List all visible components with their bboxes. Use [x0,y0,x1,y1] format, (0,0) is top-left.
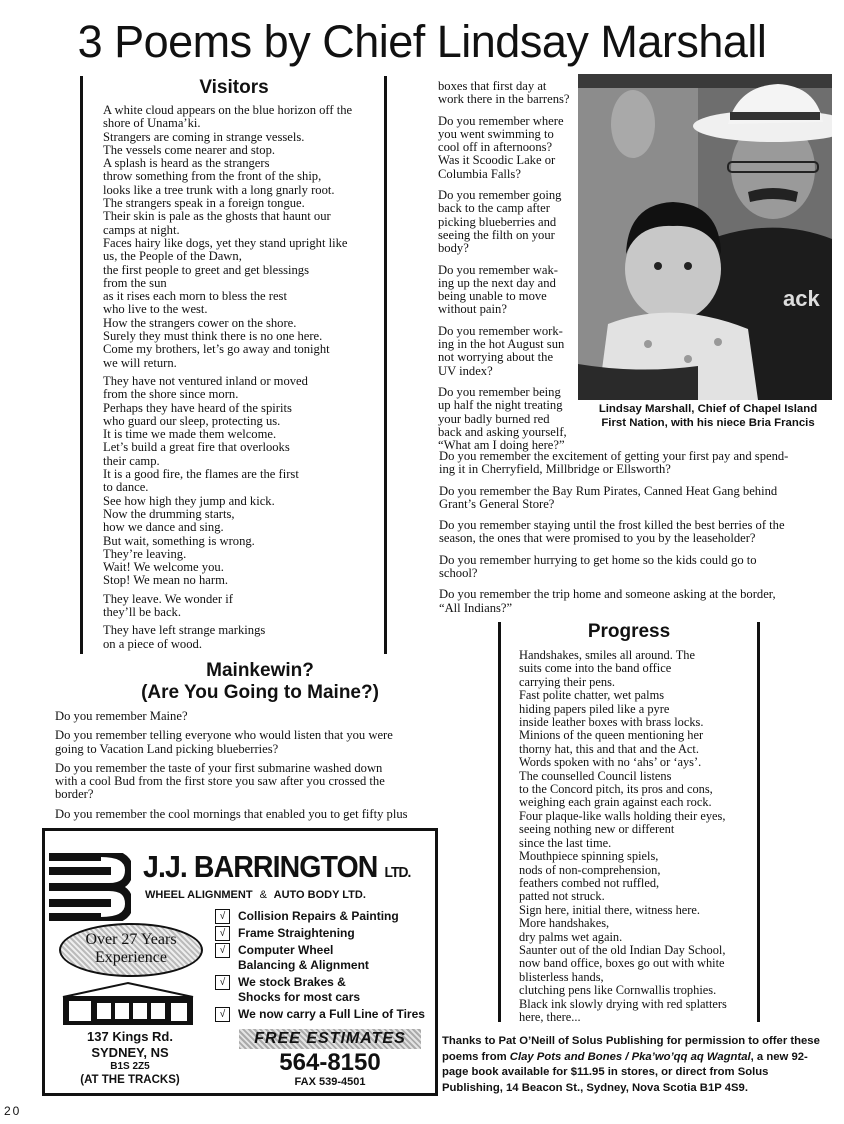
checkbox-icon: √ [215,926,230,941]
experience-badge [59,923,203,977]
mainkewin-wide-para-2: Do you remember the Bay Rum Pirates, Canned Heat Gang behind Grant’s General Store? [439,483,778,511]
phone-number: 564-8150 [279,1049,381,1076]
business-name-text: J.J. BARRINGTON [143,849,378,884]
barrington-ad [42,828,438,1096]
free-estimates-text: FREE ESTIMATES [254,1030,406,1047]
mainkewin-mid-para-6: Do you remember being up half the night treating your badly burned red back and asking yourself, “What am I doing here?” [438,384,567,453]
mainkewin-left-para-3: Do you remember the taste of your first submarine washed down with a cool Bud from the first store you saw after you crossed the border? [55,760,385,802]
mainkewin-wide-para-4: Do you remember hurrying to get home so the kids could go to school? [439,552,757,581]
service-5-text: We now carry a Full Line of Tires [238,1007,425,1021]
mainkewin-wide-para-1: Do you remember the excitement of getting your first pay and spend- ing it in Cherryfield, Millbridge or Ellsworth? [439,449,789,477]
photo-caption: Lindsay Marshall, Chief of Chapel Island First Nation, with his niece Bria Francis [598,403,818,429]
visitors-stanza-4: They have left strange markings on a piece of wood. [103,623,266,651]
service-5 [215,1007,425,1022]
visitors-right-rule [384,76,387,654]
thanks-part1: Thanks to Pat O’Neill of Solus Publishing for permission to offer these poems from [442,1035,820,1063]
mainkewin-heading-line2: (Are You Going to Maine?) [141,682,379,703]
free-estimates-banner [239,1029,421,1049]
service-4-text: We stock Brakes & Shocks for most cars [238,975,361,1004]
mainkewin-heading-line1: Mainkewin? [206,660,314,681]
mainkewin-left-para-2: Do you remember telling everyone who would listen that you were going to Vacation Land picking blueberries? [55,728,393,756]
shirt-text: ack [783,286,820,311]
service-2 [215,926,355,941]
mainkewin-wide-para-3: Do you remember staying until the frost killed the best berries of the season, the ones that were promised to you by the leaseholder? [439,518,785,546]
visitors-left-rule [80,76,83,654]
mainkewin-left-para-1: Do you remember Maine? [55,709,188,723]
mainkewin-wide-para-5: Do you remember the trip home and someone asking at the border, “All Indians?” [439,587,776,615]
address-city: SYDNEY, NS [91,1045,169,1060]
portrait-illustration [578,74,832,400]
mainkewin-middle-column [438,80,578,458]
thanks-part2: , a new 92-page book available for $11.95 in stores, or direct from Solus Publishing, 14 Beacon St., Sydney, Nova Scotia B1P 4S9. [442,1050,808,1094]
mainkewin-heading [60,660,460,704]
subtitle-amp: & [259,889,267,901]
portrait-photo [578,74,832,400]
service-3 [215,943,369,973]
mainkewin-left-para-4: Do you remember the cool mornings that enabled you to get fifty plus [55,806,408,821]
thanks-note [442,1034,832,1096]
progress-left-rule [498,622,501,1022]
business-ltd: LTD. [384,864,411,881]
service-3-text: Computer Wheel Balancing & Alignment [238,943,369,972]
visitors-stanza-1: A white cloud appears on the blue horizon off the shore of Unama’ki. Strangers are coming in strange vessels. The vessels come nearer and stop. A splash is heard as the strangers throw something from the front of the ship, looks like a tree trunk with a long gnarly root. The strangers speak in a foreign tongue. Their skin is pale as the ghosts that haunt our camps at night. Faces hairy like dogs, yet they stand upright like us, the People of the Dawn, the first people to greet and get blessings from the sun as it rises each morn to bless the rest who live to the west. How the strangers cower on the shore. Surely they must think there is no one here. Come my brothers, let’s go away and tonight we will return. [103,103,353,370]
mainkewin-mid-para-5: Do you remember work- ing in the hot August sun not worrying about the UV index? [438,323,565,378]
checkbox-icon: √ [215,909,230,924]
mainkewin-mid-para-1: boxes that first day at work there in the barrens? [438,79,570,107]
service-1 [215,909,399,924]
garage-building-icon [53,981,203,1027]
service-2-text: Frame Straightening [238,926,355,940]
barrington-logo-icon [49,853,131,921]
visitors-heading: Visitors [199,77,269,98]
checkbox-icon: √ [215,975,230,990]
page-number: 20 [4,1104,22,1118]
visitors-poem [103,104,381,656]
thanks-book-title: Clay Pots and Bones / Pka’wo’qq aq Wagntal [509,1050,751,1063]
service-1-text: Collision Repairs & Painting [238,909,399,923]
subtitle-body: AUTO BODY LTD. [273,889,366,901]
business-subtitle [145,889,366,901]
badge-line2: Experience [95,949,167,966]
visitors-stanza-3: They leave. We wonder if they’ll be back. [103,591,233,619]
visitors-stanza-2: They have not ventured inland or moved from the shore since morn. Perhaps they have heard of the spirits who guard our sleep, protecting us. It is time we made them welcome. Let’s build a great fire that overlooks their camp. It is a good fire, the flames are the first to dance. See how high they jump and kick. Now the drumming starts, how we dance and sing. But wait, something is wrong. They’re leaving. Wait! We welcome you. Stop! We mean no harm. [103,373,308,588]
mainkewin-wide-column [439,450,829,621]
page-title: 3 Poems by Chief Lindsay Marshall [77,16,767,67]
fax-number: FAX 539-4501 [294,1076,366,1088]
checkbox-icon: √ [215,943,230,958]
mainkewin-mid-para-4: Do you remember wak- ing up the next day and being unable to move without pain? [438,262,558,317]
mainkewin-mid-para-3: Do you remember going back to the camp after picking blueberries and seeing the filth on your body? [438,188,562,256]
mainkewin-mid-para-2: Do you remember where you went swimming to cool off in afternoons? Was it Scoodic Lake or Columbia Falls? [438,113,564,181]
progress-poem: Handshakes, smiles all around. The suits come into the band office carrying their pens. Fast polite chatter, wet palms hiding papers piled like a pyre inside leather boxes with brass locks. Minions of the queen mentioning her thorny hat, this and that and the Act. Words spoken with no ‘ahs’ or ‘ays’. The counselled Council listens to the Concord pitch, its pros and cons, weighing each grain against each rock. Four plaque-like walls holding their eyes, seeing nothing new or different since the last time. Mouthpiece spinning spiels, nods of non-comprehension, feathers combed not ruffled, patted not struck. Sign here, initial there, witness here. More handshakes, dry palms wet again. Saunter out of the old Indian Day School, now band office, boxes go out with white blisterless hands, clutching pens like Cornwallis trophies. Black ink slowly drying with red splatters here, there... [519,648,727,1024]
checkbox-icon: √ [215,1007,230,1022]
address-street: 137 Kings Rd. [87,1029,173,1044]
address-note: (AT THE TRACKS) [80,1074,180,1086]
progress-heading: Progress [587,621,671,642]
subtitle-wheel: WHEEL ALIGNMENT [145,889,253,901]
address-block [55,1029,205,1087]
progress-right-rule [757,622,760,1022]
business-name [143,849,410,885]
badge-line1: Over 27 Years [85,931,177,948]
service-4 [215,975,360,1005]
mainkewin-left-column [55,710,435,827]
address-postal: B1S 2Z5 [110,1061,150,1072]
